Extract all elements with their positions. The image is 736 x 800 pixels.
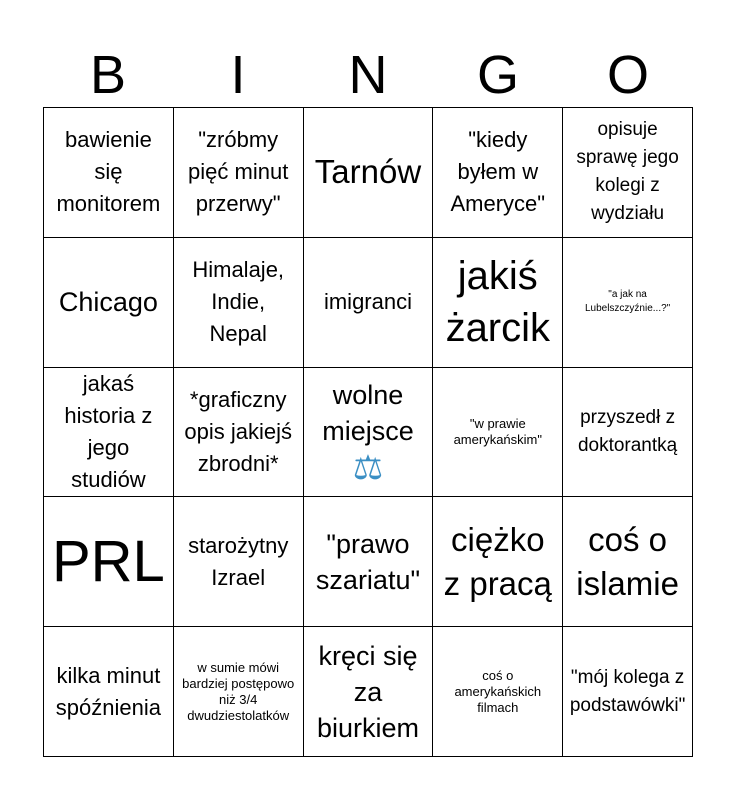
balance-scale-icon: ⚖ — [352, 448, 384, 487]
cell-text: Himalaje, Indie, Nepal — [192, 257, 285, 347]
free-space-cell[interactable] — [304, 368, 434, 498]
cell-text: bawienie się monitorem — [56, 127, 161, 217]
bingo-cell[interactable] — [433, 497, 563, 627]
cell-text: "prawo szariatu" — [315, 528, 421, 595]
cell-text: przyszedł z doktorantką — [577, 406, 678, 456]
bingo-cell[interactable] — [433, 238, 563, 368]
header-letter-n: N — [348, 45, 388, 105]
bingo-cell[interactable] — [433, 108, 563, 238]
cell-text: coś o amerykańskich filmach — [454, 667, 542, 715]
bingo-cell[interactable] — [174, 627, 304, 757]
bingo-cell[interactable] — [433, 368, 563, 498]
bingo-cell[interactable] — [304, 108, 434, 238]
bingo-grid — [43, 107, 693, 757]
bingo-header — [43, 44, 693, 106]
bingo-cell[interactable] — [174, 368, 304, 498]
cell-text: "mój kolega z podstawówki" — [569, 666, 686, 716]
cell-text: "kiedy byłem w Ameryce" — [450, 127, 546, 217]
bingo-cell[interactable] — [44, 238, 174, 368]
header-letter-b: B — [89, 45, 127, 105]
bingo-cell[interactable] — [174, 238, 304, 368]
bingo-cell[interactable] — [563, 368, 693, 498]
cell-text: ciężko z pracą — [443, 520, 552, 602]
cell-text: jakaś historia z jego studiów — [64, 371, 153, 492]
bingo-cell[interactable] — [563, 108, 693, 238]
cell-text: kilka minut spóźnienia — [55, 662, 161, 720]
cell-text: coś o islamie — [576, 520, 679, 602]
bingo-cell[interactable] — [44, 497, 174, 627]
bingo-cell[interactable] — [174, 108, 304, 238]
cell-text: *graficzny opis jakiejś zbrodni* — [184, 386, 292, 476]
header-letter-g: G — [476, 45, 519, 105]
bingo-cell[interactable] — [433, 627, 563, 757]
cell-text: Tarnów — [314, 153, 422, 191]
bingo-cell[interactable] — [563, 238, 693, 368]
bingo-cell[interactable] — [44, 627, 174, 757]
bingo-cell[interactable] — [304, 627, 434, 757]
cell-text: w sumie mówi bardziej postępowo niż 3/4 dwudziestolatków — [182, 659, 295, 723]
bingo-cell[interactable] — [563, 497, 693, 627]
cell-text: opisuje sprawę jego kolegi z wydziału — [576, 119, 679, 225]
bingo-cell[interactable] — [304, 238, 434, 368]
cell-text: kręci się za biurkiem — [316, 640, 419, 743]
cell-text: Chicago — [58, 287, 158, 318]
cell-text: imigranci — [323, 289, 412, 315]
bingo-cell[interactable] — [304, 497, 434, 627]
bingo-cell[interactable] — [174, 497, 304, 627]
bingo-cell[interactable] — [44, 108, 174, 238]
cell-text: "a jak na Lubelszczyźnie...?" — [584, 289, 671, 315]
cell-text: "w prawie amerykańskim" — [453, 415, 542, 447]
cell-text: jakiś żarcik — [445, 254, 551, 351]
bingo-cell[interactable] — [44, 368, 174, 498]
bingo-cell[interactable] — [563, 627, 693, 757]
cell-text: wolne miejsce — [322, 379, 414, 446]
header-letter-i: I — [230, 45, 246, 105]
cell-text: starożytny Izrael — [188, 532, 289, 590]
cell-text: "zróbmy pięć minut przerwy" — [188, 127, 289, 217]
header-letter-o: O — [606, 45, 649, 105]
cell-text: PRL — [51, 528, 165, 594]
